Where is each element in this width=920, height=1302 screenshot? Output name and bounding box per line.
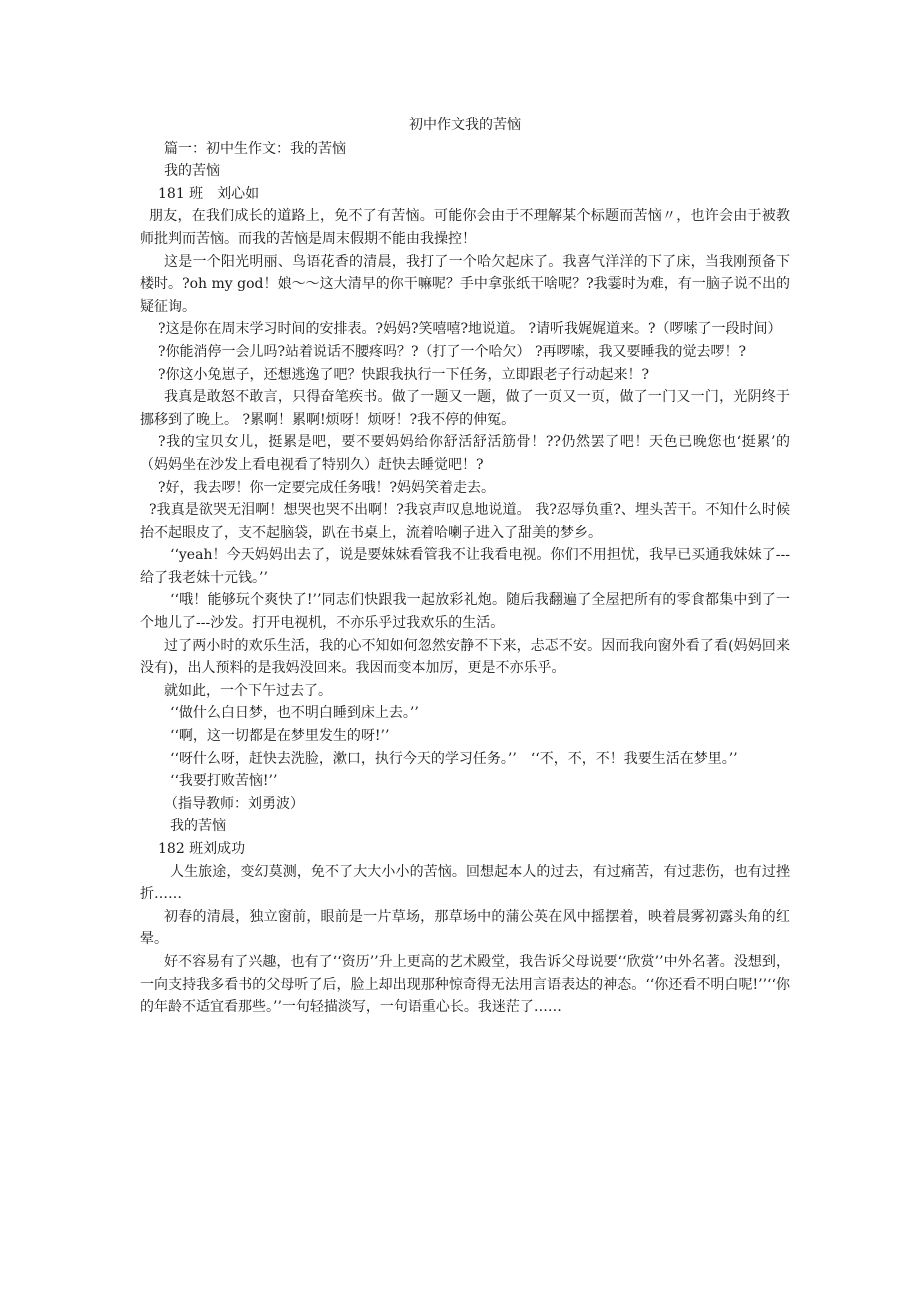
essay-paragraph: ?你这小兔崽子，还想逃逸了吧？快跟我执行一下任务，立即跟老子行动起来！?: [158, 366, 650, 383]
essay-paragraph: ‘‘做什么白日梦，也不明白睡到床上去。’’: [170, 705, 419, 722]
essay-paragraph: 朋友，在我们成长的道路上，免不了有苦恼。可能你会由于不理解某个标题而苦恼〃，也许会由于被教师批判而苦恼。而我的苦恼是周末假期不能由我操控！: [140, 208, 790, 247]
essay-paragraph: ‘‘哦！能够玩个爽快了!’’同志们快跟我一起放彩礼炮。随后我翻遍了全屋把所有的零食都集中到了一个地儿了---沙发。打开电视机，不亦乐乎过我欢乐的生活。: [140, 592, 790, 632]
essay-paragraph: 过了两小时的欢乐生活，我的心不知如何忽然安静不下来，忐忑不安。因而我向窗外看了看(妈妈回来没有)，出人预料的是我妈没回来。我因而变本加厉，更是不亦乐乎。: [140, 637, 790, 677]
essay-paragraph: ‘‘啊，这一切都是在梦里发生的呀!’’: [170, 728, 390, 745]
document-title: 初中作文我的苦恼: [409, 117, 521, 133]
essay-paragraph: ?这是你在周末学习时间的安排表。?妈妈?笑嘻嘻?地说道。 ?请听我娓娓道来。?（啰嗦了一段时间）: [158, 321, 782, 338]
essay-paragraph: ‘‘yeah！今天妈妈出去了，说是要妹妹看管我不让我看电视。你们不用担忧，我早已买通我妹妹了---给了我老妹十元钱。’’: [140, 547, 790, 586]
essay-paragraph: 人生旅途，变幻莫测，免不了大大小小的苦恼。回想起本人的过去，有过痛苦，有过悲伤，也有过挫折……: [140, 863, 790, 903]
essay-paragraph: ?我真是欲哭无泪啊！想哭也哭不出啊！?我哀声叹息地说道。 我?忍辱负重?、埋头苦干。不知什么时候抬不起眼皮了，支不起脑袋，趴在书桌上，流着哈喇子进入了甜美的梦乡。: [140, 502, 790, 541]
essay-paragraph: ‘‘我要打败苦恼!’’: [170, 773, 278, 790]
essay-paragraph: 这是一个阳光明丽、鸟语花香的清晨，我打了一个哈欠起床了。我喜气洋洋的下了床，当我刚预备下楼时。?oh my god！娘～～这大清早的你干嘛呢？手中拿张纸干啥呢？?我霎时为难，有一脑子说不出的疑征询。: [140, 253, 790, 315]
essay-paragraph: ?我的宝贝女儿，挺累是吧，要不要妈妈给你舒活舒活筋骨！??仍然罢了吧！天色已晚您也‘挺累’的（妈妈坐在沙发上看电视看了特别久）赶快去睡觉吧！?: [140, 434, 790, 473]
essay-paragraph: ?你能消停一会儿吗?站着说话不腰疼吗？?（打了一个哈欠） ?再啰嗦，我又要睡我的觉去啰！?: [158, 343, 746, 360]
essay-paragraph: 我真是敢怒不敢言，只得奋笔疾书。做了一题又一题，做了一页又一页，做了一门又一门，光阴终于挪移到了晚上。 ?累啊！累啊!烦呀！烦呀！?我不停的伸冤。: [140, 389, 790, 428]
essay-paragraph: ‘‘呀什么呀，赶快去洗脸，漱口，执行今天的学习任务。’’ ‘‘不，不，不！我要生活在梦里。’’: [170, 750, 738, 767]
essay-title: 我的苦恼: [170, 818, 226, 835]
document-page: [140, 114, 790, 1019]
essay-title: 我的苦恼: [164, 163, 220, 180]
essay-paragraph: 初春的清晨，独立窗前，眼前是一片草场，那草场中的蒲公英在风中摇摆着，映着晨雾初露头角的红晕。: [140, 908, 790, 948]
essay-paragraph: 就如此，一个下午过去了。: [164, 682, 332, 699]
essay-author: 182 班刘成功: [158, 841, 246, 857]
teacher-note: （指导教师：刘勇波）: [164, 795, 304, 812]
essay-paragraph: 好不容易有了兴趣，也有了‘‘资历’’升上更高的艺术殿堂，我告诉父母说要‘‘欣赏’’中外名著。没想到，一向支持我多看书的父母听了后，脸上却出现那种惊奇得无法用言语表达的神态。‘‘你还看不明白呢!’’‘‘你的年龄不适宜看那些。’’一句轻描淡写，一句语重心长。我迷茫了……: [140, 953, 790, 1016]
section-heading: 篇一：初中生作文：我的苦恼: [164, 140, 346, 157]
essay-author: 181 班 刘心如: [158, 185, 260, 202]
essay-paragraph: ?好，我去啰！你一定要完成任务哦！?妈妈笑着走去。: [158, 479, 496, 496]
